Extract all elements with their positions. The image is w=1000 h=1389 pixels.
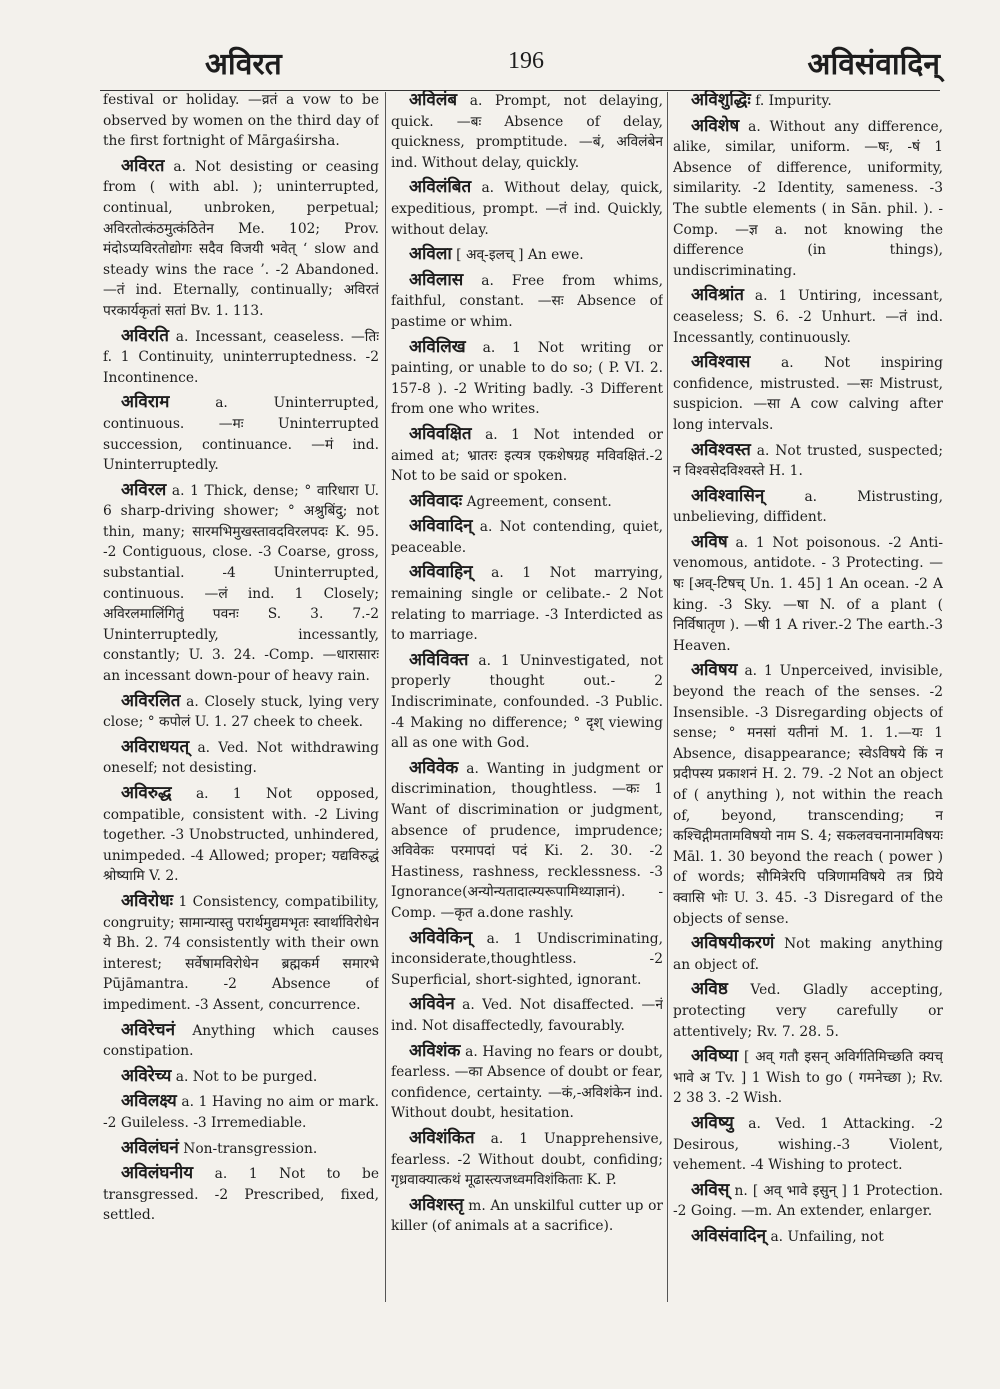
entry-definition: a. Not contending, quiet, peaceable.: [391, 519, 663, 556]
entry-headword: अविश्रांत: [691, 285, 744, 306]
entry-definition: [ अव् गतौ इसन् अविर्गतिमिच्छति क्यच् भावे अ Tv. ] 1 Wish to go ( गमनेच्छा ); Rv. 2 38 3. -2 Wish.: [673, 1049, 943, 1107]
entry-headword: अविवादिन्: [409, 516, 473, 537]
dictionary-entry: [391, 337, 663, 420]
entry-definition: 1 Consistency, compatibility, congruity; सामान्यास्तु परार्थमुद्यमभृतः स्वार्थाविरोधेन ये Bh. 2. 74 consistently with their own interest; सर्वेषामविरोधेन ब्रह्मकर्म समारभे Pūjāmantra. -2 Absence of impediment. -3 Assent, concurrence.: [103, 893, 379, 1013]
dictionary-entry: [673, 352, 943, 435]
entry-definition: a. Ved. Not withdrawing oneself; not desisting.: [103, 739, 379, 777]
entry-headword: अविविक्त: [409, 649, 469, 670]
dictionary-entry: [391, 562, 663, 645]
entry-definition: Not making anything an object of.: [673, 936, 943, 973]
entry-definition: a. Closely stuck, lying very close; ° कपोलं U. 1. 27 cheek to cheek.: [103, 693, 379, 731]
entry-definition: Non-transgression.: [183, 1140, 318, 1157]
entry-headword: अविवक्षित: [409, 423, 472, 444]
dictionary-entry: [391, 491, 663, 513]
entry-headword: अविषयीकरणं: [691, 933, 775, 954]
entry-definition: a. 1 Untiring, incessant, ceaseless; S. 6. -2 Unhurt. —तं ind. Incessantly, continuously.: [673, 288, 943, 346]
entry-headword: अविलंब: [409, 90, 458, 110]
dictionary-entry: [673, 486, 943, 528]
entry-headword: अविशस्तृ: [409, 1194, 464, 1215]
dictionary-entry: [103, 1091, 379, 1133]
entry-definition: a. Having no fears or doubt, fearless. —का Absence of doubt or fear, confidence, certainty. —कं,-अविशंकेन ind. Without doubt, hesitation.: [391, 1043, 663, 1122]
entry-definition: a. 1 Not intended or aimed at; भ्रातरः इत्यत्र एकशेषग्रह मविवक्षितं.-2 Not to be said or spoken.: [391, 426, 663, 485]
dictionary-entry: [391, 1128, 663, 1191]
entry-definition: [ अव्-इलच् ] An ewe.: [456, 247, 584, 264]
entry-definition: a. Not desisting or ceasing from ( with abl. ); uninterrupted, continual, unbroken, perpetual; अविरतोत्कंठमुत्कंठितेन Me. 102; Prov. मंदोऽप्यविरतोद्योगः सदैव विजयी भवेत् ‘ slow and steady wins the race ’. -2 Abandoned. —तं ind. Eternally, continually; अविरतं परकार्यकृतां सतां Bv. 1. 113.: [103, 158, 379, 319]
entry-headword: अविवाहिन्: [409, 562, 473, 583]
entry-definition: Agreement, consent.: [466, 493, 612, 510]
dictionary-entry: [391, 1195, 663, 1237]
column-divider: [667, 92, 668, 1302]
entry-headword: अविराधयत्: [121, 736, 190, 757]
dictionary-entry: [103, 1163, 379, 1226]
dictionary-entry: [673, 979, 943, 1042]
entry-definition: a. 1 Not poisonous. -2 Anti-venomous, antidote. - 3 Protecting. — षः [अव्-टिषच् Un. 1. 45] 1 An ocean. -2 A king. -3 Sky. —षा N. of a plant ( निर्विषातृण ). —षी 1 A river.-2 The earth.-3 Heaven.: [673, 534, 943, 654]
dictionary-entry: [673, 116, 943, 282]
entry-definition: a. 1 Not to be transgressed. -2 Prescribed, fixed, settled.: [103, 1166, 379, 1224]
dictionary-entry: [103, 1138, 379, 1160]
entry-definition: a. 1 Unapprehensive, fearless. -2 Without doubt, confiding; गृध्रवाक्यात्कथं मूढास्त्यजध्वमविशंकिताः K. P.: [391, 1130, 663, 1189]
entry-definition: a. Incessant, ceaseless. —तिः f. 1 Continuity, uninterruptedness. -2 Incontinence.: [103, 328, 379, 386]
dictionary-entry: [103, 691, 379, 733]
entry-headword: अविष्यु: [691, 1112, 734, 1133]
dictionary-entry: [673, 532, 943, 657]
entry-headword: अविशंक: [409, 1040, 461, 1061]
entry-headword: अविश्वास: [691, 352, 751, 373]
entry-headword: अविरति: [121, 325, 169, 346]
dictionary-column-3: [673, 90, 943, 1300]
entry-headword: अविशेष: [691, 115, 740, 136]
entry-headword: अविरल: [121, 479, 167, 500]
entry-headword: अविशुद्धिः: [691, 90, 751, 110]
dictionary-entry: [103, 1020, 379, 1062]
entry-headword: अविश्वस्त: [691, 439, 751, 460]
dictionary-entry: [391, 424, 663, 487]
dictionary-entry: [673, 933, 943, 975]
entry-definition: a. 1 Not marrying, remaining single or celibate.- 2 Not relating to marriage. -3 Interdicted as to marriage.: [391, 565, 663, 644]
entry-headword: अविलास: [409, 269, 464, 290]
entry-definition: a. Wanting in judgment or discrimination, thoughtless. —कः 1 Want of discrimination or judgment, absence of prudence, imprudence; अविवेकः परमापदां पदं Ki. 2. 30. -2 Hastiness, rashness, recklessness. -3 Ignorance(अन्योन्यतादात्म्यरूपामिथ्याज्ञानं). -Comp. —कृत a.done rashly.: [391, 760, 663, 921]
entry-definition: a. Uninterrupted, continuous. —मः Uninterrupted succession, continuance. —मं ind. Uninterruptedly.: [103, 395, 379, 474]
dictionary-entry: [103, 90, 379, 152]
entry-headword: अविला: [409, 244, 452, 265]
entry-definition: a. 1 Undiscriminating, inconsiderate,thoughtless. -2 Superficial, short-sighted, ignorant.: [391, 930, 663, 988]
entry-headword: अविरलित: [121, 690, 181, 711]
entry-headword: अविवेक: [409, 757, 459, 778]
dictionary-column-1: [103, 90, 379, 1300]
entry-definition: a. Free from whims, faithful, constant. —सः Absence of pastime or whim.: [391, 272, 663, 330]
entry-definition: a. 1 Unperceived, invisible, beyond the reach of the senses. -2 Insensible. -3 Disregarding objects of sense; ° मनसां यतीनां M. 1. 1.—यः 1 Absence, disappearance; स्वेऽविषये किं न प्रदीपस्य प्रकाशनं H. 2. 79. -2 Not an object of ( anything ), not within the reach of, beyond, transcending; न कश्चिद्गीमतामविषयो नाम S. 4; सकलवचनानामविषयः Māl. 1. 30 beyond the reach ( power ) of words; सौमित्रेरपि पत्रिणामविषये तत्र प्रिये क्वासि भोः U. 3. 45. -3 Disregard of the objects of sense.: [673, 663, 943, 927]
entry-headword: अविस्: [691, 1179, 730, 1200]
entry-definition: m. An unskilful cutter up or killer (of animals at a sacrifice).: [391, 1197, 663, 1235]
entry-definition: a. Without any difference, alike, similar, uniform. —षः, -षं 1 Absence of difference, uniformity, similarity. -2 Identity, sameness. -3 The subtle elements ( in Sān. phil. ). -Comp. —ज्ञ a. not knowing the difference (in things), undiscriminating.: [673, 118, 943, 279]
dictionary-entry: [391, 270, 663, 333]
dictionary-entry: [673, 90, 943, 112]
dictionary-column-2: [391, 90, 663, 1300]
dictionary-entry: [391, 177, 663, 240]
entry-headword: अविलक्ष्य: [121, 1091, 177, 1112]
entry-headword: अविराम: [121, 392, 170, 413]
dictionary-entry: [103, 891, 379, 1016]
entry-definition: a. Mistrusting, unbelieving, diffident.: [673, 488, 943, 526]
entry-headword: अविलंघनीय: [121, 1163, 194, 1184]
entry-headword: अविवेकिन्: [409, 927, 473, 948]
entry-definition: f. Impurity.: [755, 93, 832, 109]
dictionary-entry: [673, 1180, 943, 1222]
dictionary-entry: [103, 480, 379, 687]
entry-headword: अविरेचनं: [121, 1019, 176, 1040]
entry-headword: अविष्या: [691, 1046, 739, 1067]
entry-definition: a. 1 Uninvestigated, not properly thought out.- 2 Indiscriminate, confounded. -3 Public. -4 Making no difference; ° दृश् viewing all as one with God.: [391, 652, 663, 752]
entry-headword: अविरेच्य: [121, 1065, 172, 1086]
page-header: [100, 38, 940, 91]
entry-headword: अविलंबित: [409, 177, 472, 198]
entry-definition: a. Ved. Not disaffected. —नं ind. Not disaffectedly, favourably.: [391, 997, 663, 1034]
entry-headword: अविवादः: [409, 490, 463, 511]
dictionary-entry: [103, 783, 379, 887]
entry-headword: अविरुद्ध: [121, 783, 172, 803]
dictionary-entry: [673, 1113, 943, 1176]
dictionary-entry: [391, 244, 663, 266]
dictionary-entry: [673, 285, 943, 348]
entry-definition: a. Prompt, not delaying, quick. —बः Absence of delay, quickness, promptitude. —बं, अविलंबेन ind. Without delay, quickly.: [391, 93, 663, 171]
entry-definition: a. Not inspiring confidence, mistrusted. —सः Mistrust, suspicion. —सा A cow calving after long intervals.: [673, 355, 943, 433]
dictionary-entry: [103, 156, 379, 322]
dictionary-entry: [391, 758, 663, 924]
entry-headword: अविरोधः: [121, 890, 174, 911]
entry-definition: n. [ अव् भावे इसुन् ] 1 Protection. -2 Going. —m. An extender, enlarger.: [673, 1182, 943, 1220]
dictionary-entry: [103, 392, 379, 475]
dictionary-entry: [103, 1066, 379, 1088]
entry-definition: a. Not to be purged.: [175, 1068, 318, 1085]
entry-headword: अविसंवादिन्: [691, 1225, 767, 1246]
entry-definition: a. Ved. 1 Attacking. -2 Desirous, wishing.-3 Violent, vehement. -4 Wishing to protect.: [673, 1115, 943, 1174]
entry-definition: a. 1 Not opposed, compatible, consistent with. -2 Living together. -3 Unobstructed, unhindered, unimpeded. -4 Allowed; proper; यद्यविरुद्धं श्रोष्यामि V. 2.: [103, 786, 379, 885]
entry-headword: अविलंघनं: [121, 1137, 179, 1158]
dictionary-entry: [391, 994, 663, 1036]
entry-headword: अविलिख: [409, 336, 466, 357]
entry-definition: Anything which causes constipation.: [103, 1022, 379, 1060]
dictionary-entry: [673, 440, 943, 482]
entry-headword: अविरत: [121, 155, 165, 176]
entry-definition: Ved. Gladly accepting, protecting very carefully or attentively; Rv. 7. 28. 5.: [673, 982, 943, 1040]
page-number: 196: [508, 48, 544, 74]
entry-definition: a. Not trusted, suspected; न विश्वसेदविश्वस्ते H. 1.: [673, 442, 943, 480]
dictionary-entry: [673, 660, 943, 929]
dictionary-entry: [391, 516, 663, 558]
header-right-guideword: अविसंवादिन्: [807, 47, 940, 82]
dictionary-entry: [103, 326, 379, 389]
entry-headword: अविष्ठ: [691, 979, 728, 1000]
column-divider: [385, 92, 386, 1302]
entry-definition: a. Without delay, quick, expeditious, prompt. —तं ind. Quickly, without delay.: [391, 180, 663, 238]
dictionary-entry: [673, 1046, 943, 1109]
dictionary-entry: [673, 1226, 943, 1248]
entry-headword: अविवेन: [409, 994, 455, 1015]
entry-definition: a. 1 Having no aim or mark. -2 Guileless. -3 Irremediable.: [103, 1094, 379, 1131]
entry-definition: a. Unfailing, not: [770, 1228, 884, 1245]
dictionary-entry: [103, 737, 379, 779]
entry-definition: festival or holiday. —व्रतं a vow to be observed by women on the third day of the first fortnight of Mārgaśirsha.: [103, 92, 379, 150]
dictionary-entry: [391, 650, 663, 754]
entry-definition: a. 1 Not writing or painting, or unable to do so; ( P. VI. 2. 157-8 ). -2 Writing badly. -3 Different from one who writes.: [391, 339, 663, 418]
entry-headword: अविशंकित: [409, 1127, 475, 1148]
entry-headword: अविष: [691, 531, 728, 552]
dictionary-entry: [391, 928, 663, 991]
dictionary-entry: [391, 1041, 663, 1124]
header-left-guideword: अविरत: [205, 47, 282, 82]
dictionary-entry: [391, 90, 663, 173]
entry-headword: अविषय: [691, 660, 738, 681]
entry-definition: a. 1 Thick, dense; ° वारिधारा U. 6 sharp-driving shower; ° अश्रुबिंदु; not thin, many; सारमभिमुखस्तावदविरलपदः K. 95. -2 Contiguous, close. -3 Coarse, gross, substantial. -4 Uninterrupted, continuous. —लं ind. 1 Closely; अविरलमालिंगितुं पवनः S. 3. 7.-2 Uninterruptedly, incessantly, constantly; U. 3. 24. -Comp. —धारासारः an incessant down-pour of heavy rain.: [103, 482, 379, 685]
entry-headword: अविश्वासिन्: [691, 485, 765, 506]
